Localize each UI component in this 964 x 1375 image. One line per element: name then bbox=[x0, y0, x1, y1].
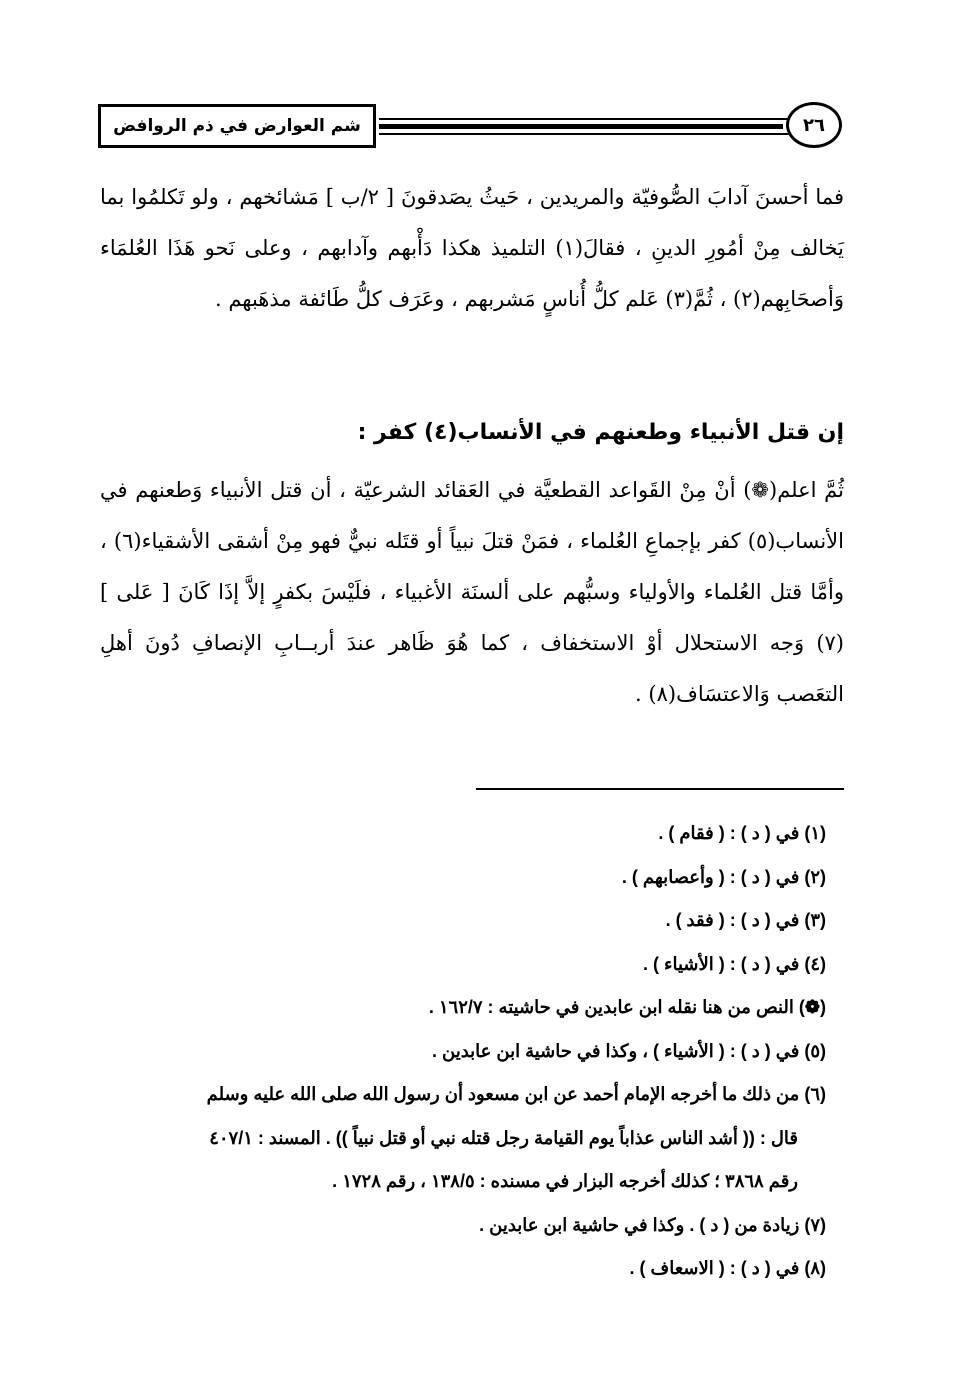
footnote-star: (❁) النص من هنا نقله ابن عابدين في حاشيته : ١٦٢/٧ . bbox=[428, 997, 826, 1017]
running-title: شم العوارض في ذم الروافض bbox=[98, 104, 376, 148]
footnote-8: (٨) في ( د ) : ( الاسعاف ) . bbox=[629, 1258, 826, 1278]
footnote-5: (٥) في ( د ) : ( الأشياء ) ، وكذا في حاشية ابن عابدين . bbox=[431, 1040, 826, 1061]
footnote-2: (٢) في ( د ) : ( وأعصابهم ) . bbox=[621, 866, 826, 887]
paragraph-1: فما أحسنَ آدابَ الصُّوفيّة والمريدين ، حَيثُ يصَدقونَ [ ٢/ب ] مَشائخهم ، ولو تَكلمُوا بما يَخالف مِنْ أمُورِ الدينِ ، فقالَ(١) التلميذ هكذا دَأْبهم وآدابهم ، وعلى نَحو هَذَا العُلمَاء وَأصحَابِهم(٢) ، ثُمَّ(٣) عَلم كلُّ أُناسٍ مَشربهم ، وعَرَف كلُّ طَائفة مذهَبهم . bbox=[100, 185, 845, 311]
paragraph-2: ثُمَّ اعلم(❁) أنْ مِنْ القَواعد القطعيَّة في العَقائد الشرعيّة ، أن قتل الأنبياء وَطعنهم في الأنساب(٥) كفر بإجماعِ العُلماء ، فمَنْ قتلَ نبياً أو قتَله نبيٌّ فهو مِنْ أشقى الأشقياء(٦) ، وأمَّا قتل العُلماء والأولياء وسبُّهم على ألسنَة الأغبياء ، فلَيْسَ بكفرٍ إلاَّ إذَا كَانَ [ عَلى ] (٧) وَجه الاستحلال أوْ الاستخفاف ، كما هُوَ ظَاهر عندَ أربــابِ الإنصافِ دُونَ أهلِ التعَصب وَالاعتسَاف(٨) . bbox=[100, 478, 844, 706]
footnote-6-line-2: قال : (( أشد الناس عذاباً يوم القيامة رجل قتله نبي أو قتل نبياً )) . المسند : ٤٠٧/١ bbox=[209, 1127, 798, 1148]
header-rule-top bbox=[379, 118, 789, 120]
page-header bbox=[98, 98, 842, 158]
footnote-separator bbox=[476, 788, 844, 790]
header-rule-thick bbox=[379, 124, 783, 129]
section-heading: إن قتل الأنبياء وطعنهم في الأنساب(٤) كفر : bbox=[357, 420, 844, 445]
footnotes bbox=[78, 812, 826, 1291]
footnote-6: (٦) من ذلك ما أخرجه الإمام أحمد عن ابن مسعود أن رسول الله صلى الله عليه وسلم bbox=[206, 1084, 826, 1104]
footnote-7: (٧) زيادة من ( د ) . وكذا في حاشية ابن عابدين . bbox=[479, 1214, 826, 1235]
header-rule-bottom bbox=[379, 133, 789, 135]
footnote-6-line-3: رقم ٣٨٦٨ ؛ كذلك أخرجه البزار في مسنده : ١٣٨/٥ ، رقم ١٧٢٨ . bbox=[332, 1171, 798, 1191]
footnote-4: (٤) في ( د ) : ( الأشياء ) . bbox=[643, 953, 826, 974]
footnote-1: (١) في ( د ) : ( فقام ) . bbox=[658, 823, 826, 843]
footnote-3: (٣) في ( د ) : ( فقد ) . bbox=[665, 910, 826, 930]
page-number: ٢٦ bbox=[786, 102, 842, 148]
